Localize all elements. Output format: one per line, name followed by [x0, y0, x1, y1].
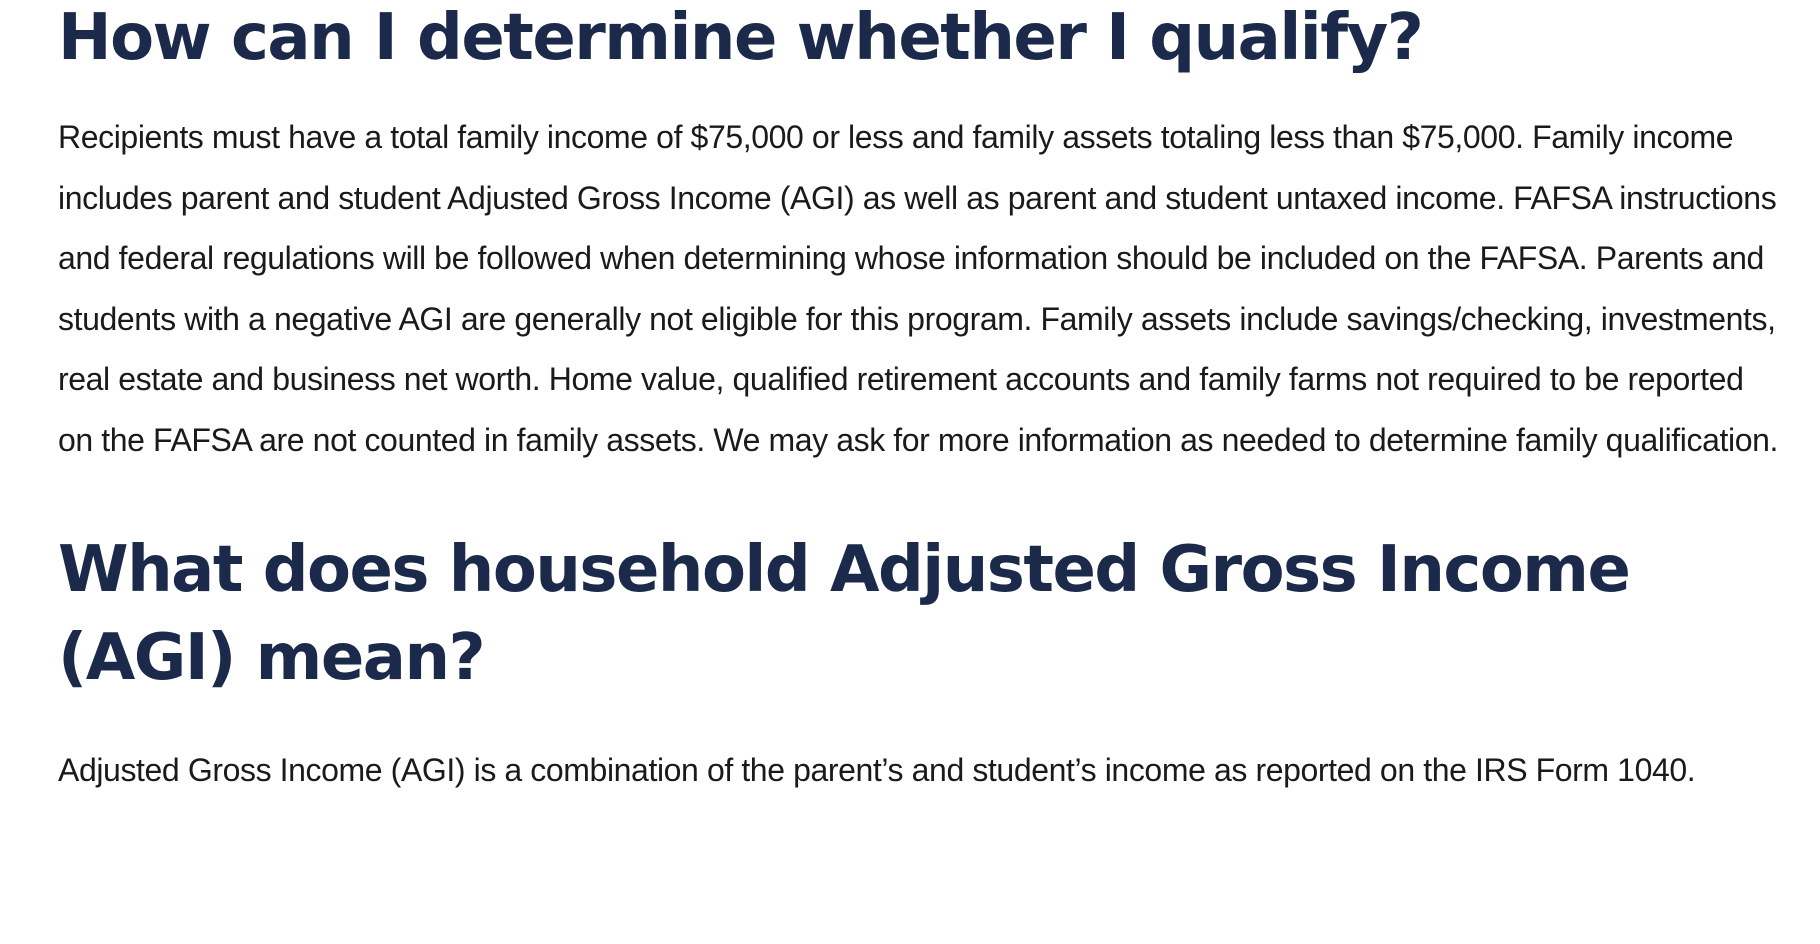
faq-answer-agi: Adjusted Gross Income (AGI) is a combination of the parent’s and student’s income as reported on the IRS Form 1040.: [58, 752, 1696, 788]
faq-heading-qualify: How can I determine whether I qualify?: [58, 1, 1423, 75]
faq-answer-qualify: Recipients must have a total family income of $75,000 or less and family assets totaling less than $75,000. Family income includes parent and student Adjusted Gross Income (AGI) as well as parent and student untaxed income. FAFSA instructions and federal regulations will be followed when determining whose information should be included on the FAFSA. Parents and students with a negative AGI are generally not eligible for this program. Family assets include savings/checking, investments, real estate and business net worth. Home value, qualified retirement accounts and family farms not required to be reported on the FAFSA are not counted in family assets. We may ask for more information as needed to determine family qualification.: [58, 119, 1778, 458]
faq-section-agi: [58, 526, 1762, 801]
faq-section-qualify: [58, 0, 1778, 470]
faq-heading-agi: What does household Adjusted Gross Income (AGI) mean?: [58, 533, 1630, 695]
